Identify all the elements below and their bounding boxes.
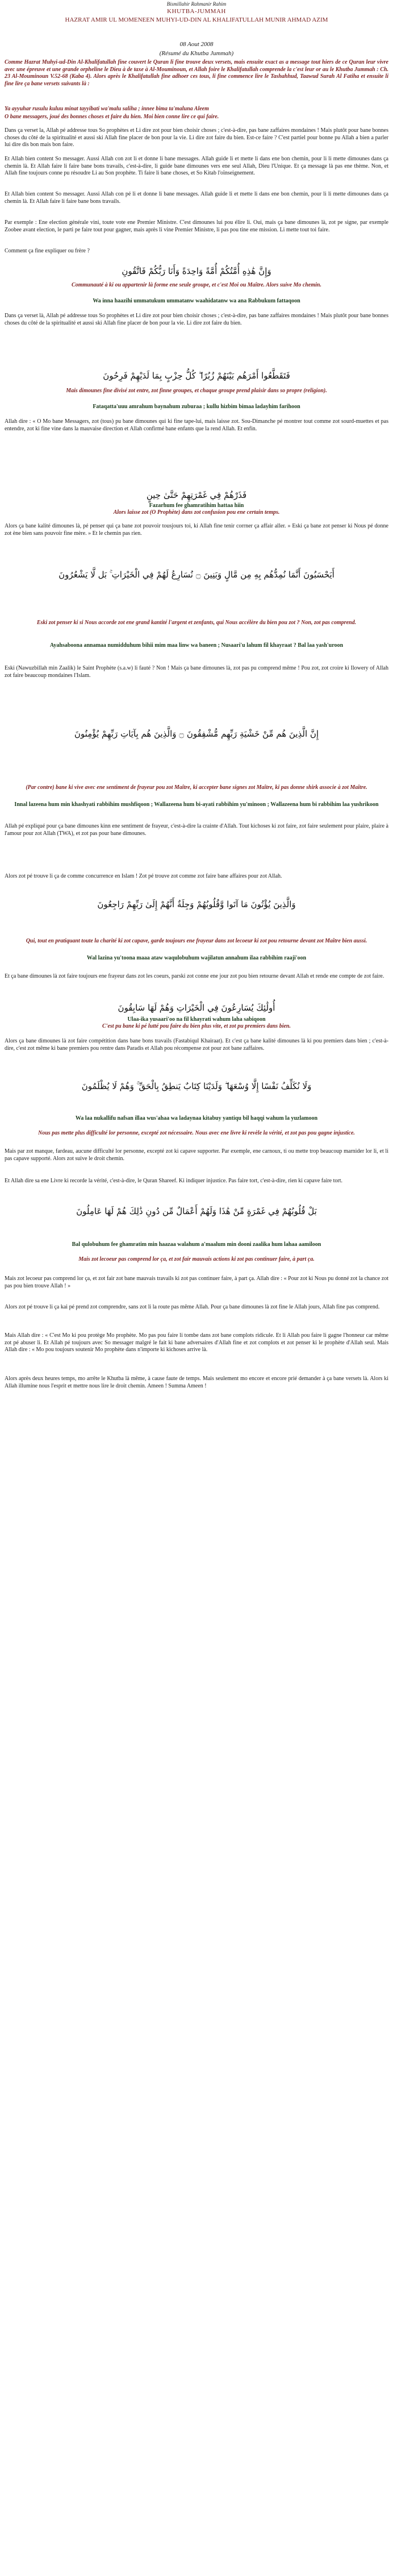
verse-transliteration: Bal qulobuhum fee ghamratim min haazaa walahum a'maalum min dooni zaalika hum lahaa aamiloon — [72, 1241, 321, 1248]
speaker-title: HAZRAT AMIR UL MOMENEEN MUHYI-UD-DIN AL KHALIFATULLAH MUNIR AHMAD AZIM — [65, 16, 328, 23]
paragraph: Dans ça verset la, Allah pé addresse tous So prophètes et Li dire zot pour bien choisir choses ; c'est-à-dire, pas bane zaffaires mondaines ! Mais plutôt pour bane bonnes choses du côté de la spiritualité et aussi ski Allah fine placer de bon pour la vie. Li dire zot faire du bien. Est-ce faire ? C'est partiel pour bonne pu Allah a bien a parler lui dire dis bon mais bon faire. — [5, 127, 388, 148]
paragraph: Dans ça verset là, Allah pé addresse tous So prophètes et Li dire zot pour bien choisir choses ; c'est-à-dire, pas bane zaffaires mondaines ! Mais plutôt pour bane bonnes choses du côté de la spiritualité et aussi ski Allah fine placer de bon pour la vie. Li dire zot faire du bien. — [5, 313, 388, 326]
verse-translation: (Par contre) bane ki vive avec ene sentiment de frayeur pou zot Maître, ki accepter bane signes zot Maître, ki pas donne shirk associe à zot Maître. — [26, 784, 367, 791]
verse-transliteration: Wal lazina yu'toona maaa ataw waqulobuhum wajilatun annahum ilaa rabbihim raaji'oon — [86, 955, 307, 961]
verse-translation: C'est pu bane ki pé lutté pou faire du bien plus vite, et zot pu premiers dans bien. — [102, 1023, 291, 1029]
verse-translation: Nous pas mette plus difficulté lor personne, excepté zot nécessaire. Nous avec ene livre ki revèle la vérité, et zot pas pou gagne injustice. — [38, 1130, 355, 1136]
paragraph: Alors zot pé trouve li ça de comme concurrence en Islam ! Zot pé trouve zot comme zot faire bane affaires pour zot Allah. — [5, 873, 282, 879]
arabic-verse: إِنَّ الَّذِينَ هُم مِّنْ خَشْيَةِ رَبِّهِم مُّشْفِقُونَ ۝ وَالَّذِينَ هُم بِآيَاتِ رَبِّهِمْ يُؤْمِنُونَ — [74, 729, 319, 739]
paragraph: Allah dire : « O Mo bane Messagers, zot (tous) pu bane dimounes qui ki fine tape-lui, mais laisse zot. Sou-Dimanche pé montrer tout comme zot sourd-muettes et pas entendre, zot ki fine vine dans la mauvaise direction et Allah confirmé bane enfants que la rend Allah. Et enfin. — [5, 418, 388, 432]
paragraph: Et Allah dire sa ene Livre ki recorde la vérité, c'est-à-dire, le Quran Shareef. Ki indiquer injustice. Pas faire tort, c'est-à-dire, rien ki capave faire tort. — [5, 1178, 343, 1184]
verse-transliteration: Wa laa nukallifu nafsan illaa wus'ahaa wa ladaynaa kitabuy yantiqu bil haqqi wahum la yuzlamoon — [75, 1115, 318, 1121]
arabic-verse: فَتَقَطَّعُوا أَمْرَهُم بَيْنَهُمْ زُبُرًا ۖ كُلُّ حِزْبٍ بِمَا لَدَيْهِمْ فَرِحُونَ — [103, 371, 290, 381]
verse-translation: Communauté à ki ou appartenir là forme ene seule groupe, et c'est Moi ou Maître. Alors suive Mo chemin. — [72, 282, 321, 288]
summary-note: (Résumé du Khutba Jummah) — [159, 50, 234, 57]
paragraph: Mais par zot manque, fardeau, aucune difficulté lor personne, excepté zot ki capave supporter. Par exemple, ene carnoux, ti ou mette trop beaucoup marnider lor li, et li pas capave supporté. Alors zot suive le droit chemin. — [5, 1148, 388, 1162]
verse-transliteration-intro: Ya ayyuhar rusulu kuluu minat tayyibati wa'malu saliha ; innee bima ta'maluna Aleem — [5, 106, 209, 112]
arabic-verse: وَالَّذِينَ يُؤْتُونَ مَا آتَوا وَّقُلُوبُهُمْ وَجِلَةٌ أَنَّهُمْ إِلَىٰ رَبِّهِمْ رَاجِعُونَ — [97, 899, 296, 909]
paragraph: Comment ça fine expliquer ou frère ? — [5, 248, 90, 254]
intro-paragraph: Comme Hazrat Muhyi-ud-Din Al-Khalifatullah fine couvert le Quran li fine trouve deux versets, mais ensuite exact as a message tout hiers de ce Quran leur vivre avec une épreuve et une grande orpheline le Dieu à de taxe à Al-Mouminoun, et Allah foire le Khalifatullah comprende la c'est leur or au le Khutba Jummah : Ch. 23 Al-Mouminoun V.52-68 (Kaba 4). Alors après le Khalifatullah fine adhoer ces tous, li fine commence lire le Tashahhud, Taawud Surah Al Fatiha et ensuite li fine lire ça bane versets suivants là : — [5, 59, 388, 87]
verse-transliteration: Wa inna haazihi ummatukum ummatanw waahidatanw wa ana Rabbukum fattaqoon — [93, 298, 300, 304]
paragraph: Alors ça bane kalité dimounes là, pé penser qui ça bane zot pouvoir tousjours toi, ki Allah fine tenir corrner ça affair aller. » Eski ça bane zot penser ki Nous pé donne zot ène bien sans pouvoir fine mère. » Et le chemin pas rien. — [5, 523, 388, 537]
arabic-verse: أَيَحْسَبُونَ أَنَّمَا نُمِدُّهُم بِهِ مِن مَّالٍ وَبَنِينَ ۝ نُسَارِعُ لَهُمْ فِي الْخَيْرَاتِ ۚ بَل لَّا يَشْعُرُونَ — [58, 570, 335, 580]
paragraph: Alors ça bane dimounes là zot faire compétition dans bane bons travails (Fastabiqul Khairaat). Et c'est ça bane kalité dimounes là ki pou premiers dans bien ; c'est-à-dire, c'est zot même ki bane premiers pou rentre dans Paradis et Allah pou récompense zot pour zot bane zaffaires. — [5, 1038, 388, 1052]
closing-paragraph: Alors après deux heures temps, mo arrête le Khutba là même, à cause faute de temps. Mais seulement mo encore et encore prié demander à ça bane versets là. Alors ki Allah illumine nous l'esprit et mettre nous lire le droit chemin. Ameen ! Summa Ameen ! — [5, 1376, 388, 1389]
khutba-title: KHUTBA-JUMMAH — [167, 8, 226, 15]
verse-translation: Alors laisse zot (O Prophète) dans zot confusion pou ene certain temps. — [113, 509, 280, 516]
paragraph: Par exemple : Ene election générale vini, toute vote ene Premier Ministre. C'est dimounes lui pou élire li. Oui, mais ça bane dimounes là, zot pe signe, par exemple Zoobee avant election, le parti pe faire tout pour gagner, mais après li vine Premier Ministre, li pas pou tine ene mission. Li mette tout toi faire. — [5, 219, 388, 233]
paragraph: Et Allah bien content So messager. Aussi Allah con zot li et donne li bane messages. Allah guide li et mette li dans ene bon chemin, pour li li mette dimounes dans ça chemin là. Et Allah faire li faire bane bons travails, c'est-à-dire, li guide bane dimounes vers ene seul Allah, Dieu l'Unique. Et ça message là pas ene thème. Non, et Allah fine toujours conne pu résoudre Li au Son prophète. Ti faire li bane choses, et So Kitab l'oïnseignement. — [5, 156, 388, 176]
bismillah: Bismillahir Rahmanir Rahim — [166, 1, 227, 7]
arabic-verse: وَإِنَّ هَٰذِهِ أُمَّتُكُمْ أُمَّةً وَاحِدَةً وَأَنَا رَبُّكُمْ فَاتَّقُونِ — [122, 266, 271, 276]
verse-translation: Qui, tout en pratiquant toute la charité ki zot capave, garde toujours ene frayeur dans zot lecoeur ki zot pou retourne devant zot Maître bien aussi. — [26, 938, 367, 944]
verse-transliteration: Ulaa-ika yusaari'oo na fil khayrati wahum laha sabiqoon — [127, 1016, 266, 1023]
khutba-date: 08 Aout 2008 — [179, 41, 214, 48]
paragraph: Mais Allah dire : « C'est Mo ki pou protège Mo prophète. Mo pas pou faire li tombe dans zot bane complots ridicule. Et li Allah pou faire li gagne l'honneur car même zot pé abuser li. Et Allah pé toujours avec So messager malgré le fait ki bane adversaires d'Allah fine et zot complots et zot penser ki le prophète d'Allah seul. Mais Allah dire : « Mo pou toujours soutenir Mo prophète dans n'importe ki kichoses arrive là. — [5, 1332, 388, 1353]
verse-translation: Mais dimounes fine divisé zot entre, zot finne groupes, et chaque groupe prend plaisir dans so propre (religion). — [66, 388, 327, 394]
verse-translation-intro: O bane messagers, joué des bonnes choses et faire du bien. Moi bien conne lire ce qui faire. — [5, 114, 219, 120]
paragraph: Et Allah bien content So messager. Aussi Allah con pé li et donne li bane messages. Allah guide li et mette li dans ene bon chemin, pour li li mette dimounes dans ça chemin là. Et Allah faire li faire bane bons travails. — [5, 191, 388, 205]
verse-transliteration: Innal lazeena hum min khashyati rabbihim mushfiqoon ; Wallazeena hum bi-ayati rabbihim yu'minoon ; Wallazeena hum bi rabbihim laa yushrikoon — [14, 801, 379, 808]
paragraph: Et ça bane dimounes là zot faire toujours ene frayeur dans zot les coeurs, parski zot conne ene jour zot pou bien retourne devant Allah et rende ene compte de zot faire. — [5, 973, 384, 979]
paragraph: Mais zot lecoeur pas comprend lor ça, et zot fair zot bane mauvais travails ki zot pas continuer faire, à part ça. Allah dire : « Pour zot ki Nous pu donné zot la chance zot pas pou bien trouve Allah ! » — [5, 1275, 388, 1289]
verse-translation: Mais zot lecoeur pas comprend lor ça, et zot fair mauvais actions ki zot pas continuer faire, à part ça. — [78, 1256, 315, 1262]
verse-transliteration: Ayahsaboona annamaa numidduhum bihii mim maa linw wa baneen ; Nusaari'u lahum fil khayraat ? Bal laa yash'uroon — [49, 642, 344, 649]
arabic-verse: أُولَٰئِكَ يُسَارِعُونَ فِي الْخَيْرَاتِ وَهُمْ لَهَا سَابِقُونَ — [118, 1003, 275, 1013]
arabic-verse: بَلْ قُلُوبُهُمْ فِي غَمْرَةٍ مِّنْ هَٰذَا وَلَهُمْ أَعْمَالٌ مِّن دُونِ ذَٰلِكَ هُمْ لَهَا عَامِلُونَ — [76, 1206, 317, 1216]
arabic-verse: وَلَا نُكَلِّفُ نَفْسًا إِلَّا وُسْعَهَا ۖ وَلَدَيْنَا كِتَابٌ يَنطِقُ بِالْحَقِّ ۚ وَهُمْ لَا يُظْلَمُونَ — [81, 1081, 312, 1091]
verse-translation: Eski zot penser ki si Nous accorde zot ene grand kantité l'argent et zenfants, qui Nous accélère du bien pou zot ? Non, zot pas comprend. — [36, 620, 357, 626]
verse-transliteration: Fataqatta'uuu amrahum baynahum zuburaa ; kullu hizbim bimaa ladayhim farihoon — [93, 404, 300, 410]
paragraph: Allah pé expliqué pour ça bane dimounes kinn ene sentiment de frayeur, c'est-à-dire la crainte d'Allah. Tout kichoses ki zot faire, zot faire seulement pour plaire, plaire à l'amour pour zot Allah (TWA), et zot pas pour bane dimounes. — [5, 823, 388, 837]
paragraph: Alors zot pé trouve li ça kai pé prend zot comprendre, sans zot li la route pas même Allah. Pour ça bane dimounes là zot fine le Allah jours, Allah fine pas comprend. — [5, 1304, 380, 1310]
verse-transliteration: Fazarhum fee ghamratihim hattaa hiin — [149, 502, 244, 509]
arabic-verse: فَذَرْهُمْ فِي غَمْرَتِهِمْ حَتَّىٰ حِينٍ — [146, 490, 247, 500]
paragraph: Eski (Nawuzbillah min Zaalik) le Saint Prophète (s.a.w) li fauté ? Non ! Mais ça bane dimounes là, zot pas pu comprend même ! Pou zot, zot croire ki Ilowery of Allah zot faire beaucoup mondaines l'Islam. — [5, 665, 388, 679]
